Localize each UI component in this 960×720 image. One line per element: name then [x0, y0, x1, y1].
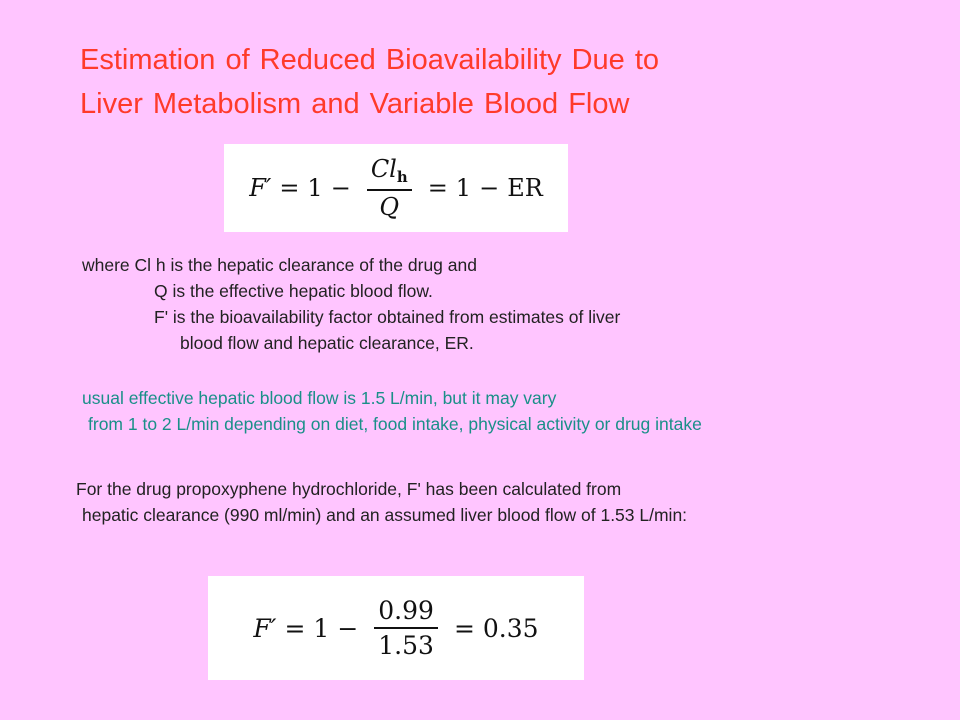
clearance-fraction	[367, 156, 412, 220]
fraction-denominator: Q	[379, 192, 400, 221]
value-fraction	[374, 597, 438, 660]
one-2: 1	[455, 174, 472, 202]
definition-line-4: blood flow and hepatic clearance, ER.	[180, 333, 474, 353]
title-line-1: Estimation of Reduced Bioavailability Due to	[80, 44, 660, 76]
value-denominator: 1.53	[378, 631, 434, 660]
cl-symbol: Cl	[370, 155, 397, 184]
value-numerator: 0.99	[374, 597, 438, 630]
equals-sign-2: =	[427, 174, 448, 202]
definitions-block	[82, 252, 620, 356]
calculated-formula	[208, 576, 584, 680]
result-value: 0.35	[482, 613, 539, 643]
f-prime-symbol: F′	[249, 174, 272, 202]
minus-sign-2: −	[479, 174, 500, 202]
example-line-2: hepatic clearance (990 ml/min) and an assumed liver blood flow of 1.53 L/min:	[82, 505, 688, 525]
definition-line-1: where Cl h is the hepatic clearance of the drug and	[82, 255, 477, 275]
note-line-2: from 1 to 2 L/min depending on diet, food intake, physical activity or drug intake	[88, 414, 702, 434]
blood-flow-note	[82, 385, 702, 437]
one-3: 1	[313, 613, 330, 643]
fraction-numerator	[367, 156, 412, 191]
f-prime-symbol-2: F′	[253, 613, 277, 643]
note-line-1: usual effective hepatic blood flow is 1.5 L/min, but it may vary	[82, 388, 557, 408]
definition-line-3: F' is the bioavailability factor obtained from estimates of liver	[154, 307, 621, 327]
one: 1	[307, 174, 323, 202]
slide-title	[80, 38, 659, 126]
equals-sign: =	[279, 174, 300, 202]
minus-sign-3: −	[337, 613, 359, 643]
propoxyphene-example	[76, 476, 687, 528]
example-line-1: For the drug propoxyphene hydrochloride, F' has been calculated from	[76, 479, 622, 499]
definition-line-2: Q is the effective hepatic blood flow.	[154, 281, 433, 301]
cl-subscript: h	[396, 168, 408, 187]
bioavailability-formula	[224, 144, 568, 232]
er-symbol: ER	[507, 174, 543, 202]
equals-sign-3: =	[284, 613, 306, 643]
minus-sign: −	[330, 174, 351, 202]
title-line-2: Liver Metabolism and Variable Blood Flow	[80, 88, 630, 120]
equals-sign-4: =	[453, 613, 475, 643]
